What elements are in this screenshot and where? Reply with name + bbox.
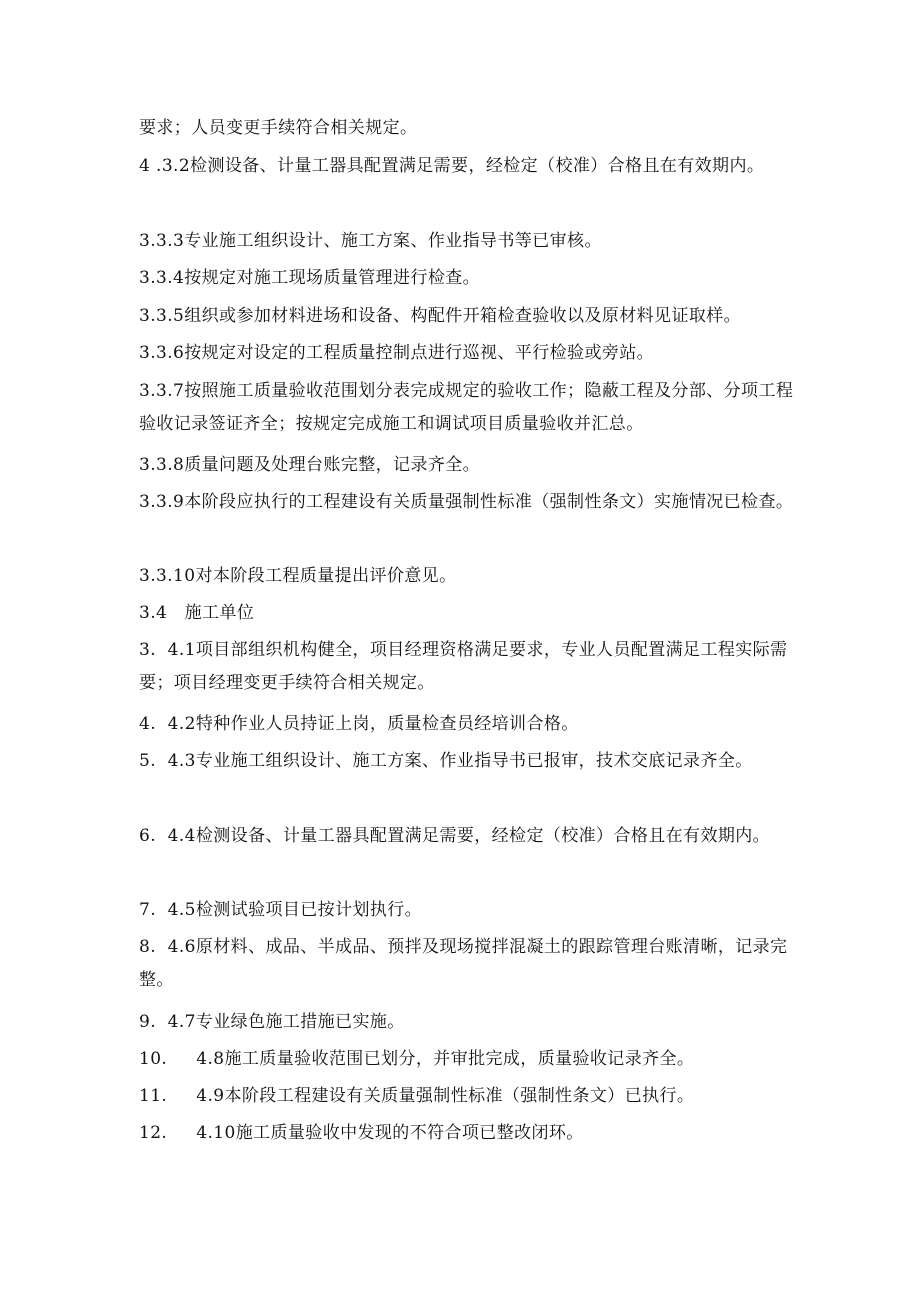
paragraph-3-3-7: 3.3.7按照施工质量验收范围划分表完成规定的验收工作；隐蔽工程及分部、分项工程验收记录签证齐全；按规定完成施工和调试项目质量验收并汇总。 [139,381,794,434]
paragraph-3-3-9: 3.3.9本阶段应执行的工程建设有关质量强制性标准（强制性条文）实施情况已检查。 [139,492,794,512]
paragraph-4-3: 5. 4.3专业施工组织设计、施工方案、作业指导书已报审，技术交底记录齐全。 [139,751,753,771]
paragraph-4-5: 7. 4.5检测试验项目已按计划执行。 [139,900,423,920]
paragraph-3-3-6: 3.3.6按规定对设定的工程质量控制点进行巡视、平行检验或旁站。 [139,343,655,363]
paragraph-4-2: 4. 4.2特种作业人员持证上岗，质量检查员经培训合格。 [139,714,579,734]
section-heading-3-4: 3.4 施工单位 [139,603,255,623]
paragraph-3-3-10: 3.3.10对本阶段工程质量提出评价意见。 [139,566,457,586]
paragraph-4-7: 9. 4.7专业绿色施工措施已实施。 [139,1012,405,1032]
paragraph-3-3-2: 4 .3.2检测设备、计量工器具配置满足需要，经检定（校准）合格且在有效期内。 [139,156,765,176]
paragraph-4-8: 10. 4.8施工质量验收范围已划分，并审批完成，质量验收记录齐全。 [139,1049,695,1069]
paragraph-3-3-8: 3.3.8质量问题及处理台账完整，记录齐全。 [139,455,481,475]
paragraph-4-6: 8. 4.6原材料、成品、半成品、预拌及现场搅拌混凝土的跟踪管理台账清晰，记录完整。 [139,937,788,990]
paragraph-personnel-change: 要求；人员变更手续符合相关规定。 [139,118,418,138]
paragraph-4-10: 12. 4.10施工质量验收中发现的不符合项已整改闭环。 [139,1123,584,1143]
paragraph-3-3-5: 3.3.5组织或参加材料进场和设备、构配件开箱检查验收以及原材料见证取样。 [139,306,742,326]
paragraph-3-3-3: 3.3.3专业施工组织设计、施工方案、作业指导书等已审核。 [139,231,602,251]
paragraph-4-1: 3. 4.1项目部组织机构健全，项目经理资格满足要求，专业人员配置满足工程实际需要；项目经理变更手续符合相关规定。 [139,640,788,693]
paragraph-3-3-4: 3.3.4按规定对施工现场质量管理进行检查。 [139,268,481,288]
paragraph-4-9: 11. 4.9本阶段工程建设有关质量强制性标准（强制性条文）已执行。 [139,1086,695,1106]
paragraph-4-4: 6. 4.4检测设备、计量工器具配置满足需要，经检定（校准）合格且在有效期内。 [139,826,771,846]
